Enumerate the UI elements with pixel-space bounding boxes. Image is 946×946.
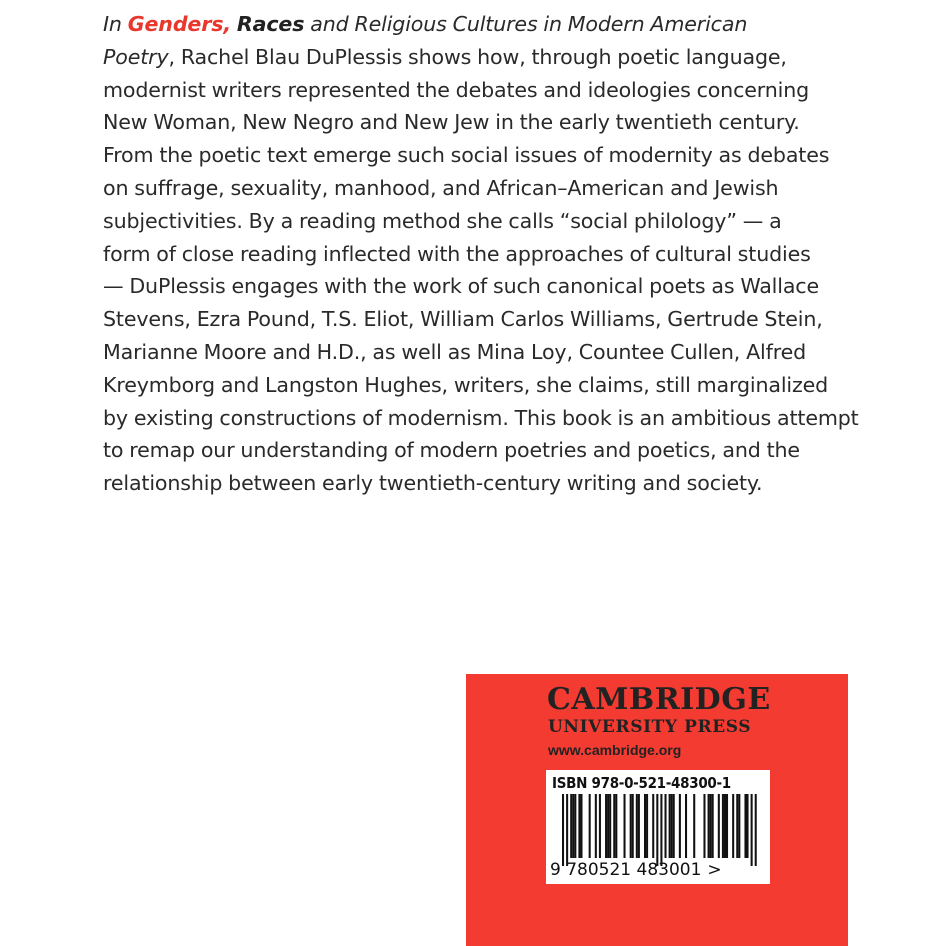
barcode-arrow: > xyxy=(707,860,722,880)
barcode-bar xyxy=(679,794,681,858)
isbn-digits-text: 9 780521 483001 xyxy=(550,860,702,880)
barcode-bar xyxy=(656,794,658,866)
barcode-bar xyxy=(580,794,582,858)
barcode-bar xyxy=(615,794,617,858)
blurb-line xyxy=(103,467,803,500)
barcode-bar xyxy=(738,794,740,858)
blurb-line xyxy=(103,336,807,369)
blurb-text: — DuPlessis engages with the work of such canonical poets as Wallace xyxy=(103,274,819,299)
blurb-text: Stevens, Ezra Pound, T.S. Eliot, William Carlos Williams, Gertrude Stein, xyxy=(103,307,823,332)
barcode-bar xyxy=(722,794,724,858)
blurb-text: subjectivities. By a reading method she calls “social philology” — a xyxy=(103,208,782,233)
barcode-bar xyxy=(751,794,753,866)
barcode-bar xyxy=(638,794,640,858)
barcode-bar xyxy=(747,794,749,858)
barcode-bar xyxy=(646,794,648,858)
blurb-line xyxy=(103,369,829,402)
barcode-bar xyxy=(755,794,757,866)
blurb-line xyxy=(103,270,819,303)
barcode-bar xyxy=(712,794,714,858)
blurb-text: In xyxy=(103,12,128,36)
blurb-text: Poetry xyxy=(103,44,169,69)
barcode-bar xyxy=(708,794,710,858)
barcode-bar xyxy=(736,794,738,858)
barcode-bar xyxy=(562,794,564,866)
blurb-text: Kreymborg and Langston Hughes, writers, she claims, still marginalized xyxy=(103,372,829,397)
barcode-bar xyxy=(718,794,720,858)
blurb-text: to remap our understanding of modern poetries and poetics, and the xyxy=(103,438,800,463)
barcode-bar xyxy=(589,794,591,858)
barcode-bar xyxy=(673,794,675,858)
barcode-bar xyxy=(732,794,734,858)
blurb-text: , Rachel Blau DuPlessis shows how, through poetic language, xyxy=(168,44,787,69)
blurb-line xyxy=(103,106,803,139)
blurb-text: and Religious Cultures in Modern American xyxy=(304,12,748,36)
barcode-bar xyxy=(726,794,728,858)
barcode-bar xyxy=(570,794,572,858)
isbn-label: ISBN 978-0-521-48300-1 xyxy=(552,774,731,792)
barcode-bar xyxy=(613,794,615,858)
back-cover-blurb xyxy=(103,8,859,500)
barcode-bar xyxy=(624,794,626,858)
blurb-text: Marianne Moore and H.D., as well as Mina Loy, Countee Cullen, Alfred xyxy=(103,339,807,364)
blurb-line xyxy=(103,139,830,172)
blurb-line xyxy=(103,205,803,238)
blurb-line xyxy=(103,74,810,107)
barcode-bar xyxy=(744,794,746,858)
blurb-line xyxy=(103,8,803,41)
barcode-bar xyxy=(710,794,712,858)
barcode-bar xyxy=(607,794,609,858)
blurb-text: modernist writers represented the debates and ideologies concerning xyxy=(103,77,810,102)
barcode-bar xyxy=(703,794,705,858)
title-word: Genders, xyxy=(127,12,232,36)
publisher-panel xyxy=(466,674,848,946)
barcode-bar xyxy=(671,794,673,858)
blurb-line xyxy=(103,402,859,435)
publisher-name: CAMBRIDGE xyxy=(547,682,771,717)
title-word: Races xyxy=(236,12,305,36)
barcode-bar xyxy=(574,794,576,858)
blurb-line xyxy=(103,434,803,467)
blurb-line xyxy=(103,303,823,336)
barcode-bar xyxy=(660,794,662,866)
barcode-bar xyxy=(630,794,632,858)
barcode-bar xyxy=(605,794,607,858)
barcode-bar xyxy=(685,794,687,858)
blurb-text: on suffrage, sexuality, manhood, and African–American and Jewish xyxy=(103,175,779,200)
barcode-bar xyxy=(669,794,671,858)
blurb-text: by existing constructions of modernism. This book is an ambitious attempt xyxy=(103,405,859,430)
barcode-bar xyxy=(632,794,634,858)
barcode-bar xyxy=(665,794,667,858)
isbn-digits xyxy=(550,860,722,880)
barcode-bar xyxy=(693,794,695,858)
blurb-text: relationship between early twentieth-century writing and society. xyxy=(103,471,763,496)
blurb-line xyxy=(103,238,811,271)
barcode-bar xyxy=(609,794,611,858)
publisher-subname: UNIVERSITY PRESS xyxy=(548,717,752,737)
blurb-line xyxy=(103,172,803,205)
barcode-bar xyxy=(724,794,726,858)
barcode-bar xyxy=(599,794,601,858)
barcode-bar xyxy=(572,794,574,858)
barcode-bar xyxy=(652,794,654,858)
barcode-bar xyxy=(636,794,638,858)
barcode-bar xyxy=(566,794,568,866)
blurb-text: New Woman, New Negro and New Jew in the early twentieth century. xyxy=(103,110,800,135)
barcode-bar xyxy=(595,794,597,858)
blurb-text: form of close reading inflected with the approaches of cultural studies xyxy=(103,241,811,266)
blurb-text: From the poetic text emerge such social issues of modernity as debates xyxy=(103,143,830,168)
barcode-bar xyxy=(578,794,580,858)
barcode-bar xyxy=(644,794,646,858)
barcode-panel xyxy=(546,770,770,884)
blurb-line xyxy=(103,41,803,74)
publisher-website[interactable]: www.cambridge.org xyxy=(548,742,682,758)
